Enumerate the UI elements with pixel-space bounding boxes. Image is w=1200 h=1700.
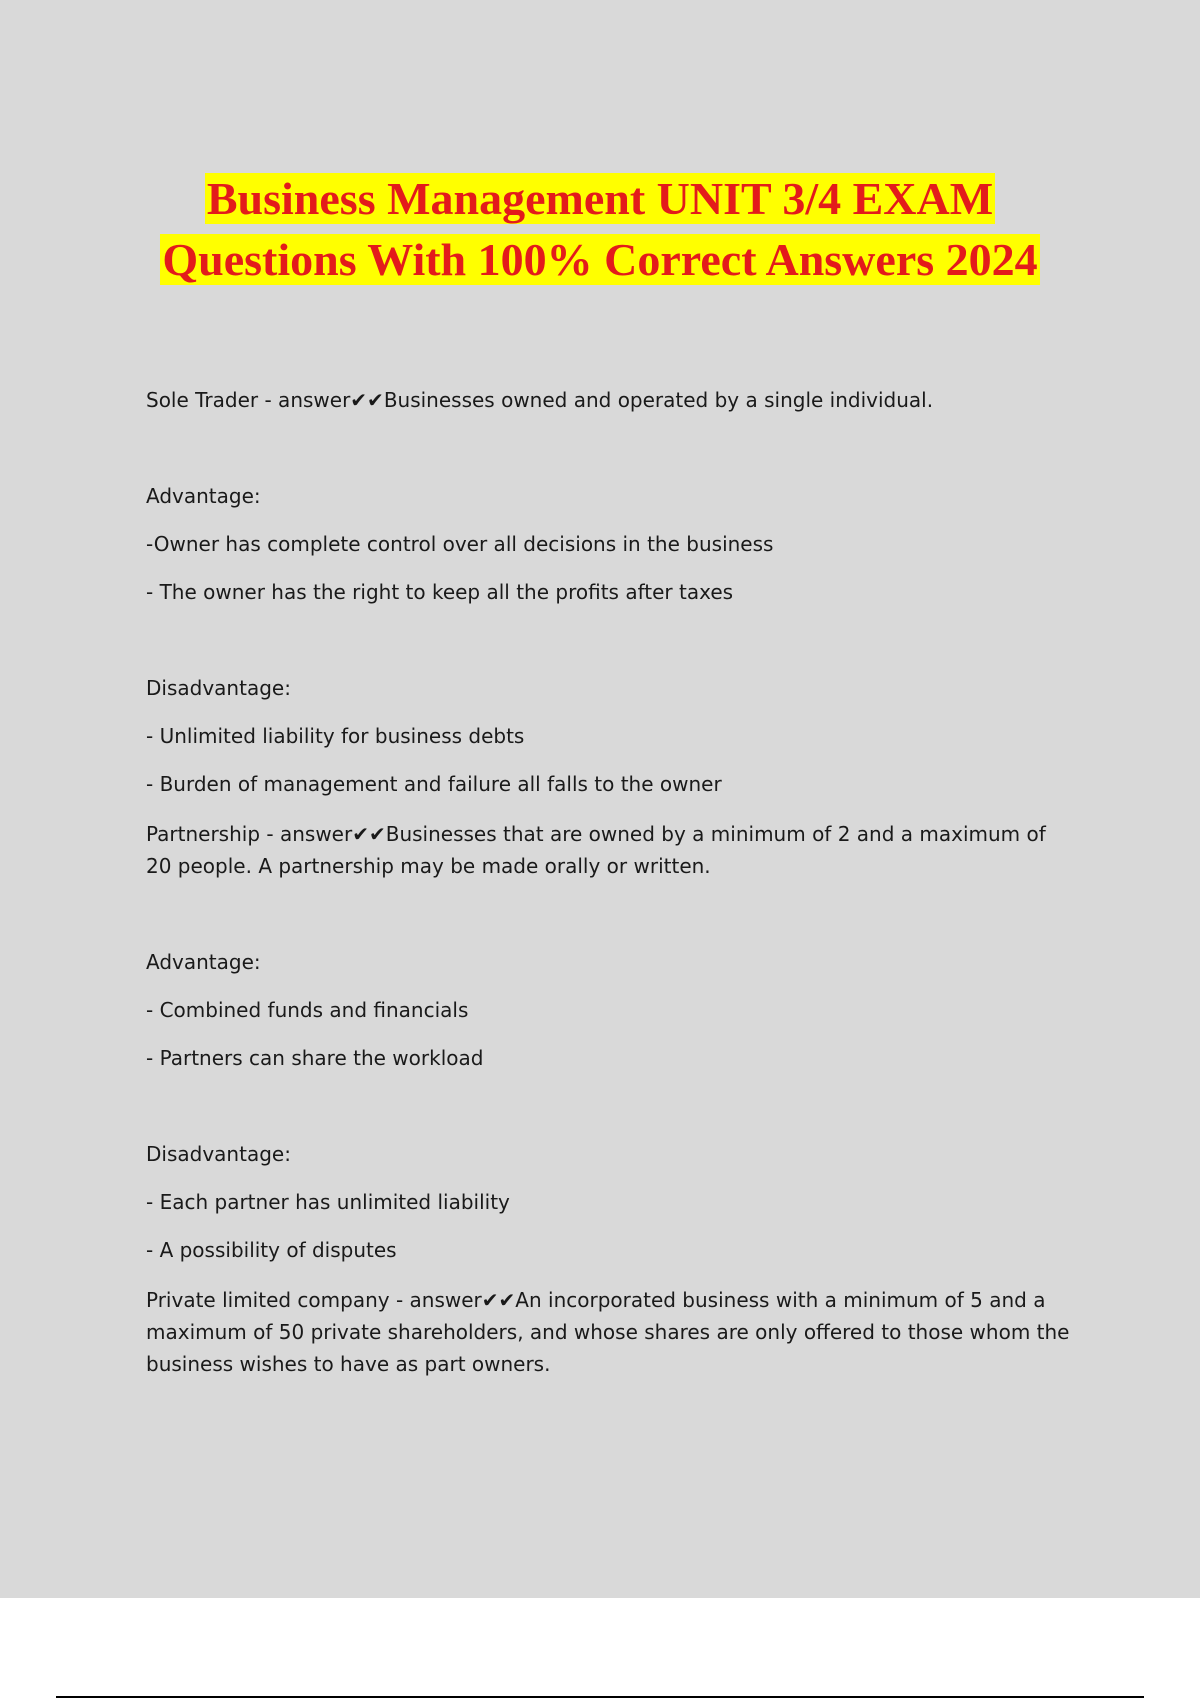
private-limited-company-definition: Private limited company - answer✔✔An incorporated business with a minimum of 5 and a maximum of 50 private shareholders, and whose shares are only offered to those whom the business wishes to have as part owners. <box>146 1288 1070 1376</box>
sole-trader-disadvantage-item: - Unlimited liability for business debts <box>146 724 525 748</box>
sole-trader-advantage-heading: Advantage: <box>146 484 261 508</box>
partnership-advantage-heading: Advantage: <box>146 950 261 974</box>
title-line-1: Business Management UNIT 3/4 EXAM <box>206 173 994 224</box>
sole-trader-advantage-item: -Owner has complete control over all decisions in the business <box>146 532 774 556</box>
partnership-disadvantage-item: - A possibility of disputes <box>146 1238 397 1262</box>
partnership-disadvantage-heading: Disadvantage: <box>146 1142 291 1166</box>
sole-trader-disadvantage-heading: Disadvantage: <box>146 676 291 700</box>
partnership-advantage-item: - Combined funds and financials <box>146 998 469 1022</box>
sole-trader-advantage-item: - The owner has the right to keep all the profits after taxes <box>146 580 734 604</box>
sole-trader-definition: Sole Trader - answer✔✔Businesses owned and operated by a single individual. <box>146 388 934 412</box>
partnership-disadvantage-item: - Each partner has unlimited liability <box>146 1190 510 1214</box>
document-title <box>0 168 1200 290</box>
footer-divider <box>56 1696 1144 1698</box>
partnership-definition: Partnership - answer✔✔Businesses that are owned by a minimum of 2 and a maximum of 20 people. A partnership may be made orally or written. <box>146 822 1046 878</box>
document-body <box>146 384 1076 1380</box>
partnership-advantage-item: - Partners can share the workload <box>146 1046 484 1070</box>
sole-trader-disadvantage-item: - Burden of management and failure all falls to the owner <box>146 772 722 796</box>
title-line-2: Questions With 100% Correct Answers 2024 <box>162 234 1038 285</box>
